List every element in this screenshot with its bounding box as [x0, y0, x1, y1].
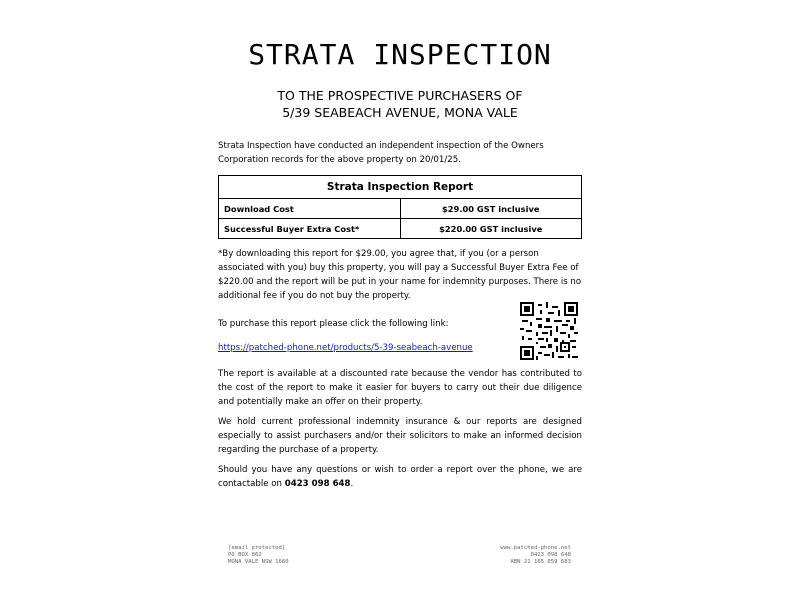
subtitle-line-1: TO THE PROSPECTIVE PURCHASERS OF	[277, 88, 523, 103]
footer-phone: 0423 098 648	[530, 552, 571, 559]
footer-website: www.patched-phone.net	[500, 545, 571, 551]
footer-right	[500, 545, 571, 567]
contact-end: .	[350, 479, 354, 489]
table-row	[219, 199, 582, 219]
intro-paragraph	[218, 139, 582, 167]
qr-code-image	[520, 302, 578, 360]
contact-text: Should you have any questions or wish to order a report over the phone, we are contactable on	[218, 465, 582, 489]
insurance-paragraph: We hold current professional indemnity insurance & our reports are designed especially to assist purchasers and/or their solicitors to make an informed decision regarding the purchase of a property.	[218, 417, 582, 455]
row-label: Successful Buyer Extra Cost*	[219, 219, 401, 239]
footer-left	[228, 545, 289, 567]
purchase-link[interactable]: https://patched-phone.net/products/5-39-seabeach-avenue	[218, 343, 473, 353]
purchase-prompt: To purchase this report please click the following link:	[218, 319, 449, 329]
table-heading: Strata Inspection Report	[219, 176, 582, 199]
table-row	[219, 219, 582, 239]
subtitle-line-2: 5/39 SEABEACH AVENUE, MONA VALE	[282, 105, 518, 120]
row-label: Download Cost	[219, 199, 401, 219]
report-pricing-table	[218, 175, 582, 239]
discount-paragraph: The report is available at a discounted rate because the vendor has contributed to the cost of the report to make it easier for buyers to carry out their due diligence and potentially make an offer on their property.	[218, 369, 582, 407]
footer-po-box: PO BOX 862	[228, 552, 262, 559]
contact-phone: 0423 098 648	[284, 479, 351, 489]
footer-address: MONA VALE NSW 1660	[228, 559, 289, 566]
footer-abn: ABN 21 165 059 683	[510, 559, 571, 566]
document-title: STRATA INSPECTION	[248, 38, 552, 71]
row-value: $220.00 GST inclusive	[400, 219, 582, 239]
row-value: $29.00 GST inclusive	[400, 199, 582, 219]
disclaimer-paragraph: *By downloading this report for $29.00, you agree that, if you (or a person associated with you) buy this property, you will pay a Successful Buyer Extra Fee of $220.00 and the report will be put in your name for indemnity purposes. There is no additional fee if you do not buy the property.	[218, 249, 582, 301]
intro-line-1: Strata Inspection have conducted an independent inspection of the Owners	[218, 141, 544, 151]
contact-paragraph	[218, 463, 582, 491]
intro-line-2: Corporation records for the above property on 20/01/25.	[218, 155, 461, 165]
footer-email: [email protected]	[228, 545, 286, 551]
